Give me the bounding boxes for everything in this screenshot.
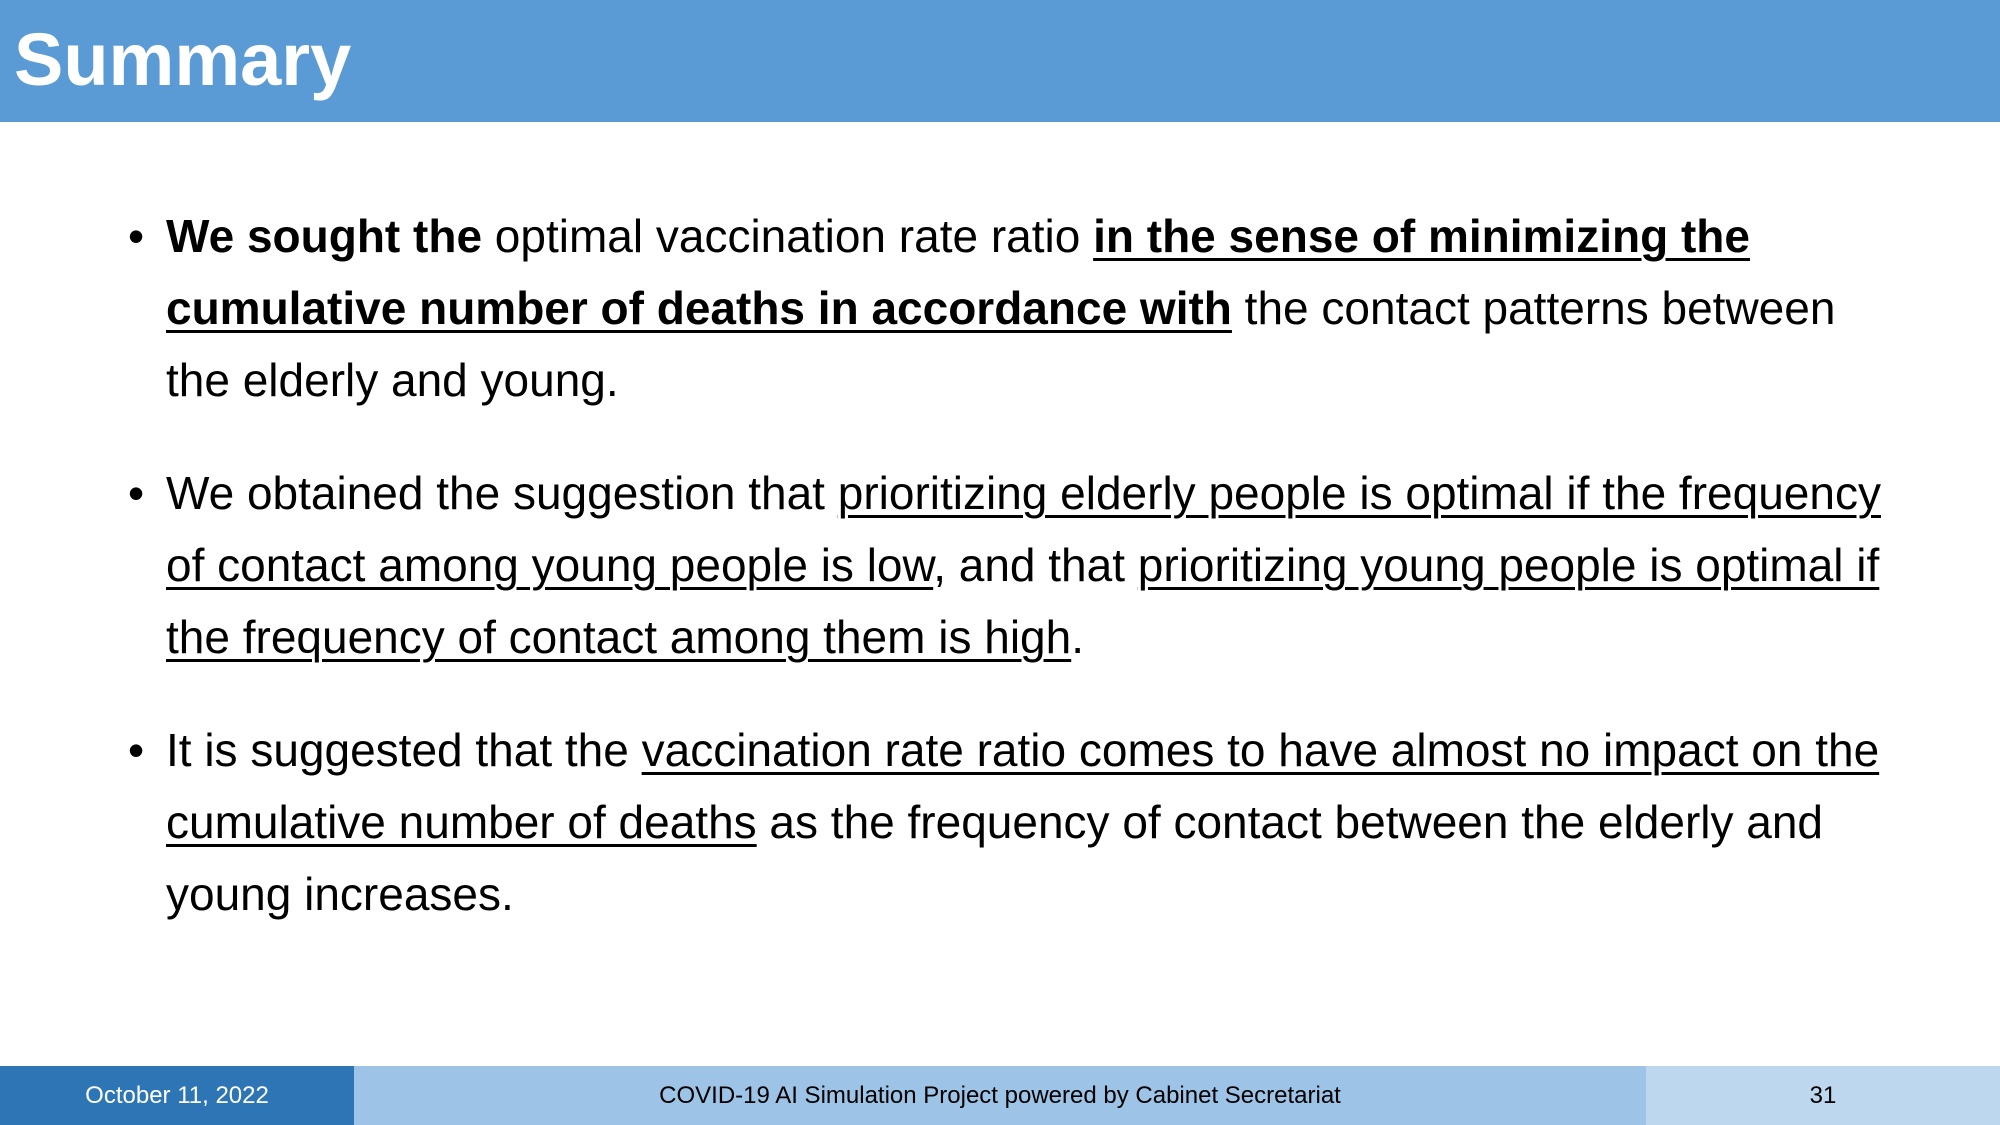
bullet-segment: in the sense of minimizing the cumulative number of deaths in accordance with xyxy=(166,210,1750,334)
bullet-item xyxy=(128,200,1888,416)
bullet-marker: • xyxy=(128,210,145,262)
footer-date: October 11, 2022 xyxy=(0,1066,354,1125)
bullet-item xyxy=(128,457,1888,673)
bullet-text xyxy=(166,724,1879,920)
slide-content xyxy=(128,200,1888,971)
bullet-segment: We obtained the suggestion that xyxy=(166,467,838,519)
bullet-segment: . xyxy=(1071,611,1084,663)
bullet-segment: as the frequency of contact between the elderly and young increases. xyxy=(166,796,1824,920)
bullet-segment: It is suggested that the xyxy=(166,724,642,776)
bullet-segment: optimal vaccination rate ratio xyxy=(482,210,1094,262)
bullet-segment: the contact patterns between the elderly and young. xyxy=(166,282,1836,406)
bullet-segment: vaccination rate ratio comes to have almost no impact on the cumulative number of deaths xyxy=(166,724,1880,848)
bullet-item xyxy=(128,714,1888,930)
bullet-segment: We sought the xyxy=(166,210,483,262)
bullet-text xyxy=(166,467,1881,663)
bullet-segment: prioritizing young people is optimal if the frequency of contact among them is high xyxy=(166,539,1880,663)
footer-page-number: 31 xyxy=(1646,1066,2000,1125)
bullet-marker: • xyxy=(128,724,145,776)
slide-title: Summary xyxy=(14,18,352,101)
bullet-marker: • xyxy=(128,467,145,519)
bullet-segment: , and that xyxy=(933,539,1138,591)
slide-footer xyxy=(0,1066,2000,1125)
bullet-segment: prioritizing elderly people is optimal if the frequency of contact among young people is low xyxy=(166,467,1881,591)
slide-header xyxy=(0,0,2000,122)
footer-project-name: COVID-19 AI Simulation Project powered by Cabinet Secretariat xyxy=(354,1066,1646,1125)
bullet-text xyxy=(166,210,1835,406)
